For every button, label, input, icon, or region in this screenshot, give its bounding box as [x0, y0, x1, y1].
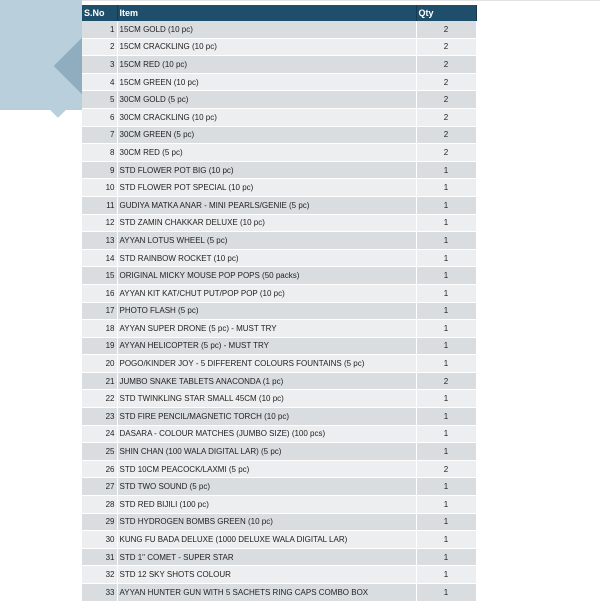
cell-qty: 1: [416, 320, 476, 338]
cell-sno: 24: [82, 425, 117, 443]
cell-qty: 1: [416, 232, 476, 250]
cell-sno: 22: [82, 390, 117, 408]
cell-qty: 1: [416, 355, 476, 373]
table-row: [82, 91, 476, 109]
cell-item: STD 12 SKY SHOTS COLOUR: [117, 566, 416, 584]
cell-qty: 1: [416, 443, 476, 461]
cell-sno: 18: [82, 320, 117, 338]
cell-qty: 1: [416, 478, 476, 496]
table-row: [82, 408, 476, 426]
table-body: [82, 21, 476, 601]
cell-sno: 20: [82, 355, 117, 373]
cell-sno: 6: [82, 108, 117, 126]
cell-item: JUMBO SNAKE TABLETS ANACONDA (1 pc): [117, 372, 416, 390]
cell-sno: 33: [82, 584, 117, 602]
cell-item: ORIGINAL MICKY MOUSE POP POPS (50 packs): [117, 267, 416, 285]
cell-sno: 1: [82, 21, 117, 38]
cell-qty: 1: [416, 284, 476, 302]
cell-item: SHIN CHAN (100 WALA DIGITAL LAR) (5 pc): [117, 443, 416, 461]
cell-qty: 2: [416, 126, 476, 144]
table-row: [82, 249, 476, 267]
cell-sno: 7: [82, 126, 117, 144]
cell-item: STD FLOWER POT BIG (10 pc): [117, 161, 416, 179]
header-qty: Qty: [416, 5, 476, 21]
table-row: [82, 179, 476, 197]
cell-item: STD TWINKLING STAR SMALL 45CM (10 pc): [117, 390, 416, 408]
cell-item: 30CM CRACKLING (10 pc): [117, 108, 416, 126]
cell-item: AYYAN HUNTER GUN WITH 5 SACHETS RING CAPS COMBO BOX: [117, 584, 416, 602]
cell-qty: 1: [416, 531, 476, 549]
cell-sno: 29: [82, 513, 117, 531]
cell-qty: 2: [416, 144, 476, 162]
table-row: [82, 531, 476, 549]
table-row: [82, 513, 476, 531]
cell-item: STD HYDROGEN BOMBS GREEN (10 pc): [117, 513, 416, 531]
cell-qty: 1: [416, 425, 476, 443]
table-row: [82, 302, 476, 320]
cell-item: STD FLOWER POT SPECIAL (10 pc): [117, 179, 416, 197]
cell-item: STD FIRE PENCIL/MAGNETIC TORCH (10 pc): [117, 408, 416, 426]
cell-sno: 5: [82, 91, 117, 109]
table-row: [82, 460, 476, 478]
cell-sno: 4: [82, 73, 117, 91]
table-row: [82, 267, 476, 285]
cell-qty: 1: [416, 337, 476, 355]
table-row: [82, 161, 476, 179]
cell-sno: 21: [82, 372, 117, 390]
cell-item: 30CM GOLD (5 pc): [117, 91, 416, 109]
header-sno: S.No: [82, 5, 117, 21]
cell-item: 15CM GOLD (10 pc): [117, 21, 416, 38]
cell-sno: 28: [82, 496, 117, 514]
items-table: [82, 5, 477, 602]
table-row: [82, 196, 476, 214]
cell-qty: 2: [416, 460, 476, 478]
cell-sno: 8: [82, 144, 117, 162]
cell-item: 30CM GREEN (5 pc): [117, 126, 416, 144]
cell-qty: 1: [416, 214, 476, 232]
cell-qty: 1: [416, 496, 476, 514]
cell-sno: 30: [82, 531, 117, 549]
cell-item: AYYAN KIT KAT/CHUT PUT/POP POP (10 pc): [117, 284, 416, 302]
cell-sno: 12: [82, 214, 117, 232]
table-row: [82, 232, 476, 250]
cell-sno: 15: [82, 267, 117, 285]
table-row: [82, 38, 476, 56]
table-row: [82, 584, 476, 602]
cell-qty: 2: [416, 38, 476, 56]
table-row: [82, 126, 476, 144]
cell-item: PHOTO FLASH (5 pc): [117, 302, 416, 320]
cell-qty: 1: [416, 548, 476, 566]
cell-sno: 10: [82, 179, 117, 197]
cell-item: GUDIYA MATKA ANAR - MINI PEARLS/GENIE (5 pc): [117, 196, 416, 214]
cell-qty: 1: [416, 584, 476, 602]
cell-item: STD ZAMIN CHAKKAR DELUXE (10 pc): [117, 214, 416, 232]
cell-sno: 9: [82, 161, 117, 179]
cell-sno: 16: [82, 284, 117, 302]
cell-item: 15CM CRACKLING (10 pc): [117, 38, 416, 56]
cell-qty: 1: [416, 513, 476, 531]
cell-item: AYYAN HELICOPTER (5 pc) - MUST TRY: [117, 337, 416, 355]
cell-item: STD 10CM PEACOCK/LAXMI (5 pc): [117, 460, 416, 478]
cell-qty: 2: [416, 21, 476, 38]
table-row: [82, 320, 476, 338]
cell-qty: 2: [416, 56, 476, 74]
cell-qty: 2: [416, 73, 476, 91]
table-row: [82, 108, 476, 126]
cell-item: STD RAINBOW ROCKET (10 pc): [117, 249, 416, 267]
cell-qty: 1: [416, 566, 476, 584]
table-row: [82, 548, 476, 566]
cell-item: STD RED BIJILI (100 pc): [117, 496, 416, 514]
table-row: [82, 443, 476, 461]
cell-item: POGO/KINDER JOY - 5 DIFFERENT COLOURS FOUNTAINS (5 pc): [117, 355, 416, 373]
cell-sno: 26: [82, 460, 117, 478]
cell-qty: 1: [416, 267, 476, 285]
cell-qty: 1: [416, 408, 476, 426]
cell-sno: 14: [82, 249, 117, 267]
cell-qty: 1: [416, 302, 476, 320]
table-row: [82, 478, 476, 496]
cell-qty: 1: [416, 196, 476, 214]
cell-item: STD 1" COMET - SUPER STAR: [117, 548, 416, 566]
table-header-row: [82, 5, 476, 21]
cell-sno: 2: [82, 38, 117, 56]
cell-sno: 31: [82, 548, 117, 566]
cell-qty: 1: [416, 179, 476, 197]
cell-item: KUNG FU BADA DELUXE (1000 DELUXE WALA DIGITAL LAR): [117, 531, 416, 549]
cell-item: DASARA - COLOUR MATCHES (JUMBO SIZE) (100 pcs): [117, 425, 416, 443]
cell-sno: 11: [82, 196, 117, 214]
cell-qty: 2: [416, 91, 476, 109]
cell-sno: 25: [82, 443, 117, 461]
table-row: [82, 496, 476, 514]
cell-sno: 13: [82, 232, 117, 250]
table-row: [82, 284, 476, 302]
cell-item: AYYAN SUPER DRONE (5 pc) - MUST TRY: [117, 320, 416, 338]
cell-sno: 3: [82, 56, 117, 74]
table-row: [82, 390, 476, 408]
cell-sno: 19: [82, 337, 117, 355]
header-item: Item: [117, 5, 416, 21]
table-row: [82, 425, 476, 443]
table-row: [82, 214, 476, 232]
cell-item: 30CM RED (5 pc): [117, 144, 416, 162]
table-row: [82, 566, 476, 584]
cell-qty: 1: [416, 161, 476, 179]
cell-item: AYYAN LOTUS WHEEL (5 pc): [117, 232, 416, 250]
cell-sno: 27: [82, 478, 117, 496]
cell-qty: 1: [416, 249, 476, 267]
cell-item: 15CM GREEN (10 pc): [117, 73, 416, 91]
cell-qty: 2: [416, 372, 476, 390]
table-row: [82, 372, 476, 390]
cell-sno: 32: [82, 566, 117, 584]
cell-sno: 17: [82, 302, 117, 320]
table-row: [82, 355, 476, 373]
table-row: [82, 337, 476, 355]
table-row: [82, 56, 476, 74]
table-row: [82, 21, 476, 38]
cell-qty: 1: [416, 390, 476, 408]
cell-item: STD TWO SOUND (5 pc): [117, 478, 416, 496]
table-row: [82, 73, 476, 91]
cell-sno: 23: [82, 408, 117, 426]
cell-qty: 2: [416, 108, 476, 126]
cell-item: 15CM RED (10 pc): [117, 56, 416, 74]
table-row: [82, 144, 476, 162]
